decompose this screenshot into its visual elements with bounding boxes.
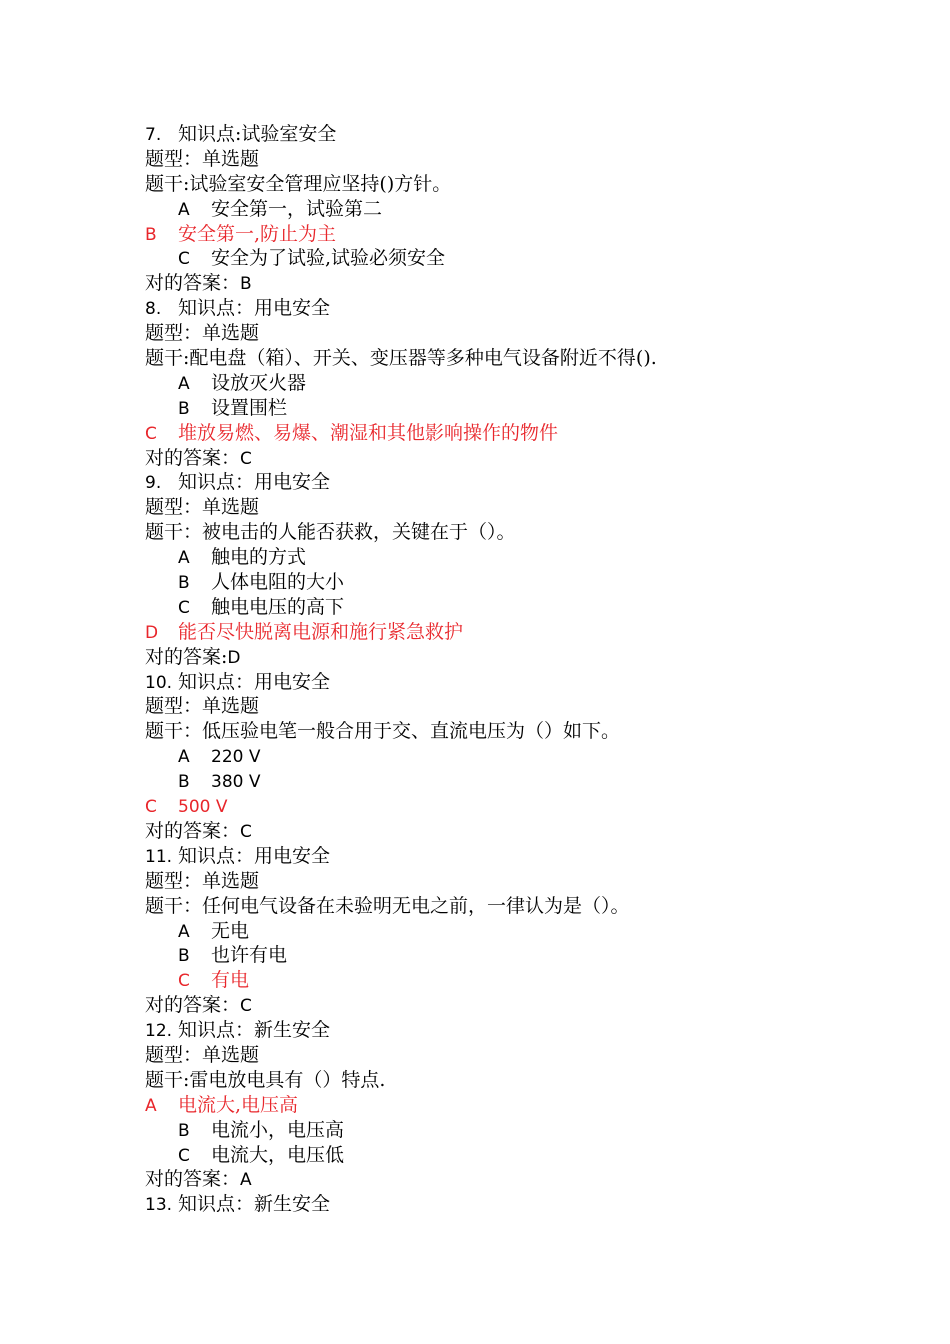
question-topic: 知识点：用电安全: [178, 844, 331, 867]
question-7-topic: [145, 122, 905, 147]
option-text: 无电: [211, 919, 250, 942]
option-text: 也许有电: [211, 944, 288, 967]
question-number: 8.: [145, 299, 162, 320]
question-12-option-b: [145, 1118, 905, 1143]
option-label: C: [178, 597, 190, 618]
answer-prefix: 对的答案：: [145, 994, 241, 1017]
option-text: 电流大,电压高: [178, 1093, 299, 1116]
option-text: 电流小，电压高: [211, 1118, 345, 1141]
question-7-option-a: [145, 197, 905, 222]
question-10-type: 题型：单选题: [145, 695, 260, 718]
question-8-answer: [145, 446, 905, 471]
option-text: 能否尽快脱离电源和施行紧急救护: [178, 620, 464, 643]
option-label: B: [145, 224, 157, 245]
option-text: 触电的方式: [211, 546, 307, 569]
question-9-option-a: [145, 545, 905, 570]
question-12-type: 题型：单选题: [145, 1043, 260, 1066]
option-label: C: [178, 249, 190, 270]
question-number: 9.: [145, 473, 162, 494]
question-8-topic: [145, 296, 905, 321]
question-11-option-a: [145, 919, 905, 944]
option-text: 安全为了试验,试验必须安全: [211, 247, 446, 270]
question-9-answer: [145, 645, 905, 670]
question-8-stem: 题干:配电盘（箱）、开关、变压器等多种电气设备附近不得().: [145, 347, 657, 370]
option-label: A: [178, 199, 190, 220]
option-label: C: [178, 1145, 190, 1166]
question-number: 12.: [145, 1021, 173, 1042]
option-label: B: [178, 573, 190, 594]
answer-prefix: 对的答案:: [145, 645, 228, 668]
question-number: 13.: [145, 1195, 173, 1216]
option-label: C: [178, 971, 190, 992]
option-text: 有电: [211, 969, 250, 992]
option-label: B: [178, 772, 190, 793]
option-label: A: [145, 1095, 157, 1116]
question-number: 11.: [145, 846, 173, 867]
question-12-answer: [145, 1167, 905, 1192]
question-9-option-b: [145, 570, 905, 595]
option-text: 380 V: [211, 772, 261, 793]
answer-value: A: [240, 1170, 252, 1191]
question-10-stem: 题干：低压验电笔一般合用于交、直流电压为（）如下。: [145, 720, 621, 743]
question-7-option-b-correct: [145, 222, 905, 247]
question-7-type: 题型：单选题: [145, 147, 260, 170]
answer-value: B: [240, 274, 252, 295]
question-8-type: 题型：单选题: [145, 322, 260, 345]
option-text: 500 V: [178, 797, 228, 818]
question-number: 10.: [145, 672, 173, 693]
question-11-type: 题型：单选题: [145, 869, 260, 892]
answer-prefix: 对的答案：: [145, 819, 241, 842]
option-label: C: [145, 797, 157, 818]
question-11-option-b: [145, 943, 905, 968]
option-text: 设置围栏: [211, 396, 288, 419]
answer-value: C: [240, 448, 252, 469]
option-text: 220 V: [211, 747, 261, 768]
question-10-option-b: [145, 769, 905, 794]
question-number: 7.: [145, 125, 162, 145]
question-9-type: 题型：单选题: [145, 496, 260, 519]
answer-prefix: 对的答案：: [145, 272, 241, 295]
question-10-topic: [145, 670, 905, 695]
question-8-option-a: [145, 371, 905, 396]
question-11-option-c-correct: [145, 968, 905, 993]
question-topic: 知识点：新生安全: [178, 1019, 331, 1042]
option-label: A: [178, 548, 190, 569]
question-list: [145, 122, 905, 1217]
option-label: B: [178, 946, 190, 967]
option-text: 安全第一,防止为主: [178, 222, 337, 245]
question-12-topic: [145, 1018, 905, 1043]
question-7-option-c: [145, 246, 905, 271]
question-11-topic: [145, 844, 905, 869]
question-topic: 知识点：用电安全: [178, 670, 331, 693]
question-9-option-d-correct: [145, 620, 905, 645]
question-9-topic: [145, 470, 905, 495]
question-12-option-c: [145, 1143, 905, 1168]
option-label: D: [145, 622, 159, 643]
question-12-stem: 题干:雷电放电具有（）特点.: [145, 1068, 386, 1091]
option-label: C: [145, 423, 157, 444]
question-13-topic: [145, 1192, 905, 1217]
question-topic: 知识点：用电安全: [178, 297, 331, 320]
question-11-answer: [145, 993, 905, 1018]
answer-value: C: [240, 996, 252, 1017]
question-8-option-b: [145, 396, 905, 421]
option-label: A: [178, 747, 190, 768]
question-7-stem: 题干:试验室安全管理应坚持()方针。: [145, 172, 452, 195]
answer-prefix: 对的答案：: [145, 1168, 241, 1191]
option-text: 人体电阻的大小: [211, 571, 345, 594]
question-12-option-a-correct: [145, 1093, 905, 1118]
option-label: B: [178, 1120, 190, 1141]
answer-value: C: [240, 821, 252, 842]
question-8-option-c-correct: [145, 421, 905, 446]
question-topic: 知识点：用电安全: [178, 471, 331, 494]
option-text: 安全第一，试验第二: [211, 197, 383, 220]
question-11-stem: 题干：任何电气设备在未验明无电之前，一律认为是（）。: [145, 894, 630, 917]
question-topic: 知识点:试验室安全: [178, 123, 337, 145]
question-10-option-a: [145, 744, 905, 769]
option-label: A: [178, 921, 190, 942]
option-text: 设放灭火器: [211, 371, 307, 394]
option-text: 触电电压的高下: [211, 595, 345, 618]
answer-prefix: 对的答案：: [145, 446, 241, 469]
question-topic: 知识点：新生安全: [178, 1193, 331, 1216]
option-label: B: [178, 398, 190, 419]
answer-value: D: [227, 647, 241, 668]
question-9-stem: 题干：被电击的人能否获救，关键在于（）。: [145, 521, 516, 544]
question-10-answer: [145, 819, 905, 844]
option-text: 堆放易燃、易爆、潮湿和其他影响操作的物件: [178, 421, 559, 444]
option-label: A: [178, 373, 190, 394]
option-text: 电流大，电压低: [211, 1143, 345, 1166]
question-7-answer: [145, 271, 905, 296]
question-10-option-c-correct: [145, 794, 905, 819]
question-9-option-c: [145, 595, 905, 620]
